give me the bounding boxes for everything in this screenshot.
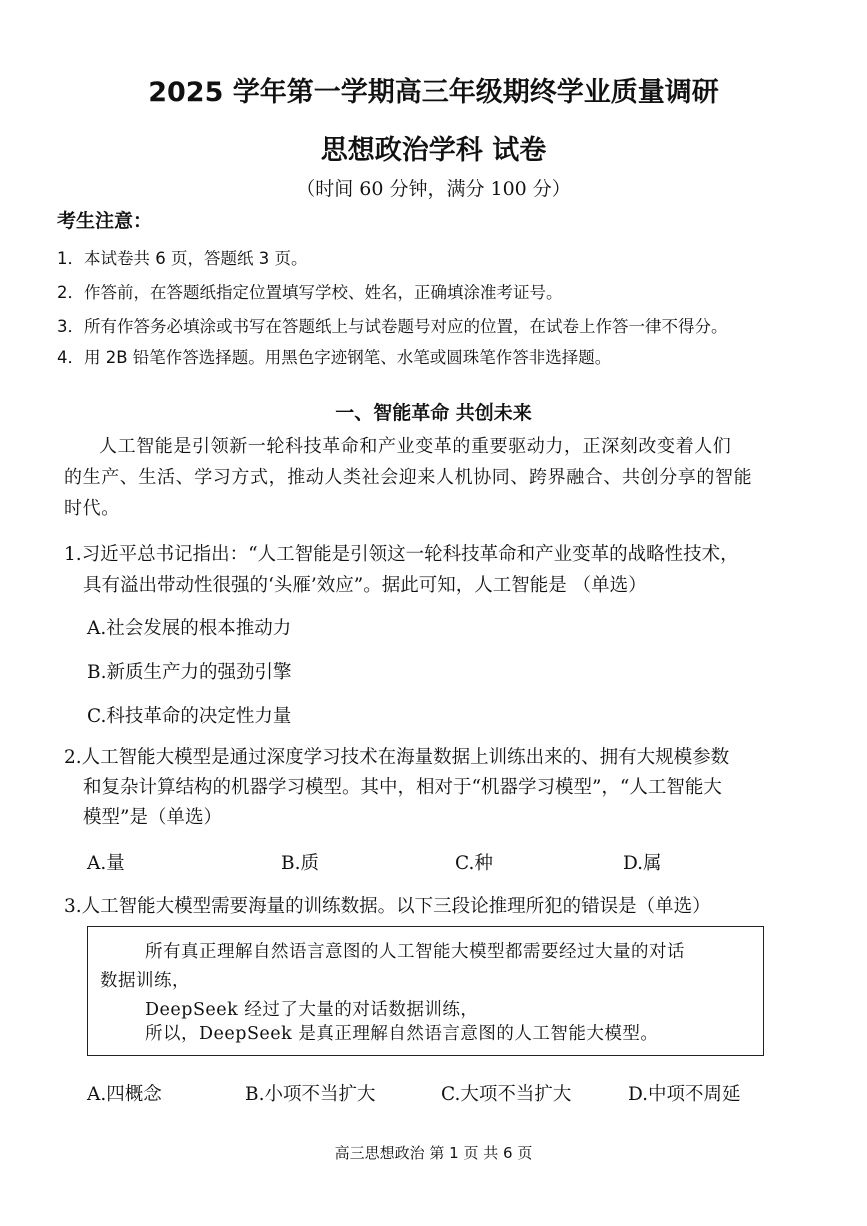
question-2-stem-line-1: 2.人工智能大模型是通过深度学习技术在海量数据上训练出来的、拥有大规模参数 xyxy=(64,747,730,768)
question-3-option-d: D.中项不周延 xyxy=(628,1084,741,1105)
question-2-option-c: C.种 xyxy=(455,853,493,874)
section-title: 一、智能革命 共创未来 xyxy=(335,402,532,424)
intro-line-1: 人工智能是引领新一轮科技革命和产业变革的重要驱动力，正深刻改变着人们 xyxy=(99,436,732,457)
notice-item-3: 3．所有作答务必填涂或书写在答题纸上与试卷题号对应的位置，在试卷上作答一律不得分。 xyxy=(57,317,728,336)
intro-line-2: 的生产、生活、学习方式，推动人类社会迎来人机协同、跨界融合、共创分享的智能 xyxy=(64,467,753,488)
question-1-stem-line-1: 1.习近平总书记指出：“人工智能是引领这一轮科技革命和产业变革的战略性技术， xyxy=(64,544,739,565)
exam-duration-score: （时间 60 分钟，满分 100 分） xyxy=(296,178,571,200)
question-3-option-c: C.大项不当扩大 xyxy=(441,1084,572,1105)
question-2-stem-line-2: 和复杂计算结构的机器学习模型。其中，相对于“机器学习模型”，“人工智能大 xyxy=(83,777,722,798)
question-1-option-c: C.科技革命的决定性力量 xyxy=(87,706,292,727)
syllogism-line-4: 所以，DeepSeek 是真正理解自然语言意图的人工智能大模型。 xyxy=(145,1024,659,1044)
question-2-option-b: B.质 xyxy=(281,853,319,874)
syllogism-line-1: 所有真正理解自然语言意图的人工智能大模型都需要经过大量的对话 xyxy=(145,942,685,962)
intro-line-3: 时代。 xyxy=(64,498,120,519)
syllogism-line-2: 数据训练， xyxy=(100,971,190,991)
question-1-stem-line-2: 具有溢出带动性很强的‘头雁’效应”。据此可知，人工智能是 （单选） xyxy=(83,575,647,596)
question-2-option-a: A.量 xyxy=(87,853,125,874)
question-3-stem: 3.人工智能大模型需要海量的训练数据。以下三段论推理所犯的错误是（单选） xyxy=(64,896,711,917)
exam-title: 2025 学年第一学期高三年级期终学业质量调研 xyxy=(148,77,719,108)
notice-item-2: 2．作答前，在答题纸指定位置填写学校、姓名，正确填涂准考证号。 xyxy=(57,283,563,302)
question-1-option-b: B.新质生产力的强劲引擎 xyxy=(87,662,292,683)
question-2-option-d: D.属 xyxy=(623,853,662,874)
question-3-option-a: A.四概念 xyxy=(87,1084,162,1105)
syllogism-line-3: DeepSeek 经过了大量的对话数据训练， xyxy=(145,1000,479,1020)
notice-heading: 考生注意： xyxy=(57,210,153,232)
notice-item-4: 4．用 2B 铅笔作答选择题。用黑色字迹钢笔、水笔或圆珠笔作答非选择题。 xyxy=(57,348,612,367)
notice-item-1: 1．本试卷共 6 页，答题纸 3 页。 xyxy=(57,249,308,268)
question-1-option-a: A.社会发展的根本推动力 xyxy=(87,618,292,639)
question-3-option-b: B.小项不当扩大 xyxy=(245,1084,376,1105)
question-2-stem-line-3: 模型”是（单选） xyxy=(83,807,222,828)
subject-title: 思想政治学科 试卷 xyxy=(320,135,547,166)
page-footer: 高三思想政治 第 1 页 共 6 页 xyxy=(334,1144,533,1162)
